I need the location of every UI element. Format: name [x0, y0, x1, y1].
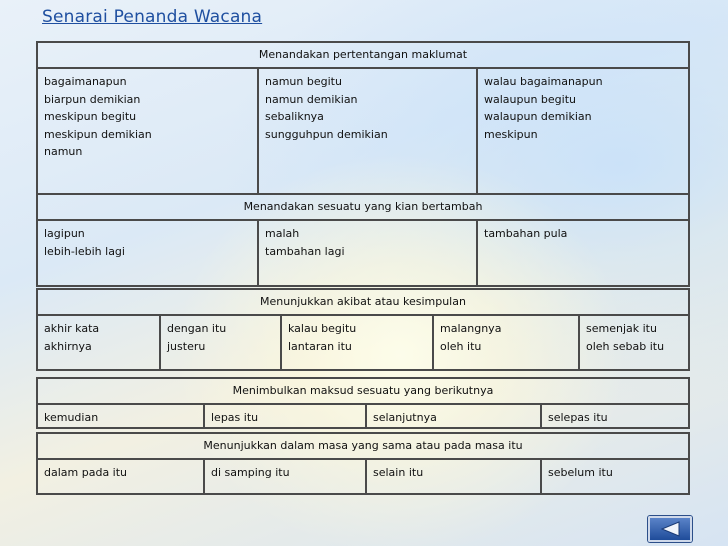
word-column: [365, 460, 540, 493]
word-item: lantaran itu: [288, 339, 352, 353]
word-item: semenjak itu: [586, 322, 657, 335]
section-result: [36, 288, 690, 371]
word-item: selepas itu: [548, 411, 608, 424]
word-item: namun demikian: [265, 92, 358, 106]
word-item: dalam pada itu: [44, 466, 128, 479]
word-column: [159, 316, 280, 369]
word-item: sebelum itu: [548, 466, 613, 479]
word-item: walau bagaimanapun: [484, 75, 603, 88]
word-item: meskipun: [484, 127, 538, 141]
word-item: oleh sebab itu: [586, 339, 665, 353]
word-item: biarpun demikian: [44, 92, 141, 106]
section-contrast: [36, 41, 690, 195]
word-item: kalau begitu: [288, 322, 357, 335]
page-title: Senarai Penanda Wacana: [42, 7, 263, 27]
word-column: [38, 69, 257, 193]
word-column: [476, 69, 688, 193]
word-item: kemudian: [44, 411, 99, 424]
word-item: namun begitu: [265, 75, 342, 88]
word-column: [38, 460, 203, 493]
word-column: [257, 69, 476, 193]
word-column: [203, 460, 365, 493]
section-header: Menandakan pertentangan maklumat: [38, 43, 688, 69]
word-column: [280, 316, 432, 369]
back-arrow-icon: [659, 521, 681, 537]
section-header: Menunjukkan dalam masa yang sama atau pada masa itu: [38, 434, 688, 460]
section-following: [36, 377, 690, 429]
word-item: tambahan pula: [484, 227, 568, 240]
word-column: [540, 405, 688, 427]
section-increasing: [36, 193, 690, 287]
section-header: Menandakan sesuatu yang kian bertambah: [38, 195, 688, 221]
word-item: malangnya: [440, 322, 502, 335]
word-item: lepas itu: [211, 411, 259, 424]
word-column: [432, 316, 578, 369]
word-item: bagaimanapun: [44, 75, 127, 88]
word-column: [476, 221, 688, 285]
word-item: selain itu: [373, 466, 424, 479]
word-item: lagipun: [44, 227, 85, 240]
word-column: [578, 316, 688, 369]
word-column: [365, 405, 540, 427]
word-item: meskipun begitu: [44, 110, 137, 123]
word-item: walaupun demikian: [484, 110, 592, 123]
word-column: [38, 405, 203, 427]
word-item: akhir kata: [44, 322, 100, 335]
word-item: oleh itu: [440, 339, 482, 353]
word-item: sungguhpun demikian: [265, 127, 388, 141]
back-button[interactable]: [648, 516, 692, 542]
word-column: [203, 405, 365, 427]
section-header: Menimbulkan maksud sesuatu yang berikutnya: [38, 379, 688, 405]
word-column: [540, 460, 688, 493]
word-column: [38, 221, 257, 285]
word-item: tambahan lagi: [265, 244, 345, 258]
word-item: di samping itu: [211, 466, 290, 479]
word-item: justeru: [167, 339, 206, 353]
word-item: akhirnya: [44, 339, 92, 353]
section-header: Menunjukkan akibat atau kesimpulan: [38, 290, 688, 316]
word-column: [38, 316, 159, 369]
word-item: namun: [44, 145, 83, 158]
word-column: [257, 221, 476, 285]
word-item: meskipun demikian: [44, 127, 152, 141]
word-item: walaupun begitu: [484, 92, 577, 106]
word-item: malah: [265, 227, 300, 240]
word-item: sebaliknya: [265, 110, 324, 123]
word-item: dengan itu: [167, 322, 227, 335]
word-item: selanjutnya: [373, 411, 437, 424]
word-item: lebih-lebih lagi: [44, 244, 125, 258]
section-simultaneous: [36, 432, 690, 495]
